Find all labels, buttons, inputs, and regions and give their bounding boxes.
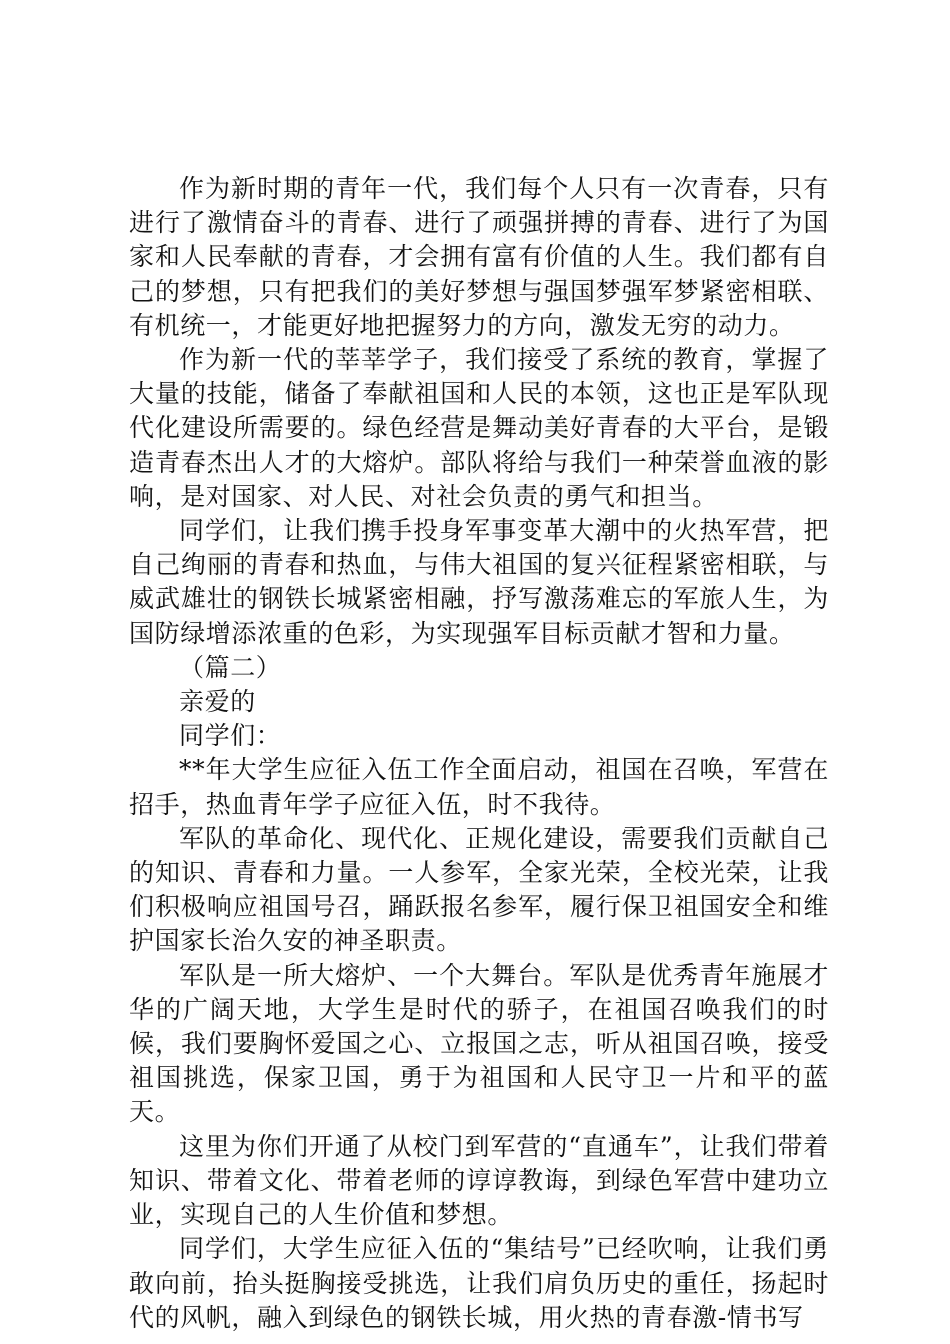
paragraph: 作为新时期的青年一代，我们每个人只有一次青春，只有进行了激情奋斗的青春、进行了顽强拼搏的青春、进行了为国家和人民奉献的青春，才会拥有富有价值的人生。我们都有自己的梦想，只有把我们的美好梦想与强国梦强军梦紧密相联、有机统一，才能更好地把握努力的方向，激发无穷的动力。 <box>129 174 829 340</box>
paragraph: 这里为你们开通了从校门到军营的“直通车”，让我们带着知识、带着文化、带着老师的谆谆教诲，到绿色军营中建功立业，实现自己的人生价值和梦想。 <box>129 1131 829 1230</box>
paragraph: 同学们，大学生应征入伍的“集结号”已经吹响，让我们勇敢向前，抬头挺胸接受挑选，让我们肩负历史的重任，扬起时代的风帆，融入到绿色的钢铁长城，用火热的青春激-情书写 <box>129 1234 829 1332</box>
paragraph: 军队是一所大熔炉、一个大舞台。军队是优秀青年施展才华的广阔天地，大学生是时代的骄子，在祖国召唤我们的时候，我们要胸怀爱国之心、立报国之志，听从祖国召唤，接受祖国挑选，保家卫国，勇于为祖国和人民守卫一片和平的蓝天。 <box>129 960 829 1127</box>
section-title: （篇二） <box>179 652 282 682</box>
paragraph: **年大学生应征入伍工作全面启动，祖国在召唤，军营在招手，热血青年学子应征入伍，时不我待。 <box>129 755 829 819</box>
paragraph: 军队的革命化、现代化、正规化建设，需要我们贡献自己的知识、青春和力量。一人参军，全家光荣，全校光荣，让我们积极响应祖国号召，踊跃报名参军，履行保卫祖国安全和维护国家长治久安的神圣职责。 <box>129 823 829 956</box>
paragraph: 同学们，让我们携手投身军事变革大潮中的火热军营，把自己绚丽的青春和热血，与伟大祖国的复兴征程紧密相联，与威武雄壮的钢铁长城紧密相融，抒写激荡难忘的军旅人生，为国防绿增添浓重的色彩，为实现强军目标贡献才智和力量。 <box>129 516 829 648</box>
paragraph: 作为新一代的莘莘学子，我们接受了系统的教育，掌握了大量的技能，储备了奉献祖国和人民的本领，这也正是军队现代化建设所需要的。绿色经营是舞动美好青春的大平台，是锻造青春杰出人才的大熔炉。部队将给与我们一种荣誉血液的影响，是对国家、对人民、对社会负责的勇气和担当。 <box>129 345 829 511</box>
salutation: 亲爱的 <box>179 687 256 717</box>
document-body <box>129 172 829 1335</box>
salutation: 同学们： <box>179 721 282 751</box>
